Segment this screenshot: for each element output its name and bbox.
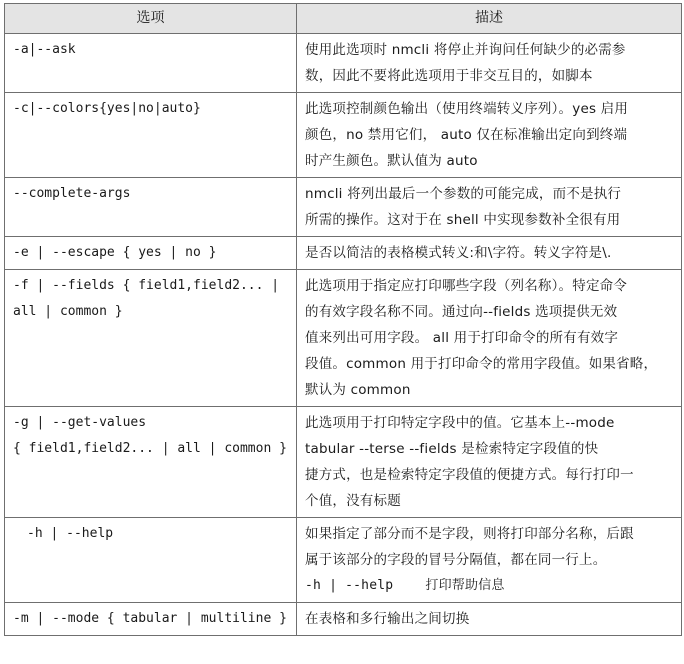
header-description: 描述 bbox=[297, 4, 682, 34]
table-row bbox=[5, 603, 682, 636]
description-line: 段值。common 用于打印命令的常用字段值。如果省略， bbox=[305, 356, 658, 372]
description-line: -h | --help 打印帮助信息 bbox=[305, 578, 505, 593]
table-row bbox=[5, 270, 682, 407]
description-line: 属于该部分的字段的冒号分隔值，都在同一行上。 bbox=[305, 552, 607, 568]
description-line: 如果指定了部分而不是字段，则将打印部分名称，后跟 bbox=[305, 526, 634, 542]
option-cell bbox=[5, 270, 297, 407]
option-text: -c|--colors{yes|no|auto} bbox=[13, 101, 201, 116]
description-line: 是否以简洁的表格模式转义:和\字符。转义字符是\. bbox=[305, 245, 612, 261]
option-cell bbox=[5, 93, 297, 178]
option-text: -h | --help bbox=[27, 526, 114, 541]
option-cell bbox=[5, 518, 297, 603]
option-cell bbox=[5, 34, 297, 93]
table-row bbox=[5, 407, 682, 518]
option-text: -e | --escape { yes | no } bbox=[13, 245, 217, 260]
description-line: 在表格和多行输出之间切换 bbox=[305, 611, 470, 627]
table-row bbox=[5, 34, 682, 93]
description-cell bbox=[297, 270, 682, 407]
description-line: 捷方式，也是检索特定字段值的便捷方式。每行打印一 bbox=[305, 467, 634, 483]
table-row bbox=[5, 518, 682, 603]
description-line: 使用此选项时 nmcli 将停止并询问任何缺少的必需参 bbox=[305, 42, 626, 58]
description-cell bbox=[297, 178, 682, 237]
description-line: 数，因此不要将此选项用于非交互目的，如脚本 bbox=[305, 68, 593, 84]
description-cell bbox=[297, 603, 682, 636]
description-line: 此选项用于打印特定字段中的值。它基本上--mode bbox=[305, 415, 615, 431]
description-line: 所需的操作。这对于在 shell 中实现参数补全很有用 bbox=[305, 212, 621, 228]
option-text: -a|--ask bbox=[13, 42, 76, 57]
option-cell bbox=[5, 237, 297, 270]
description-line: 此选项控制颜色输出（使用终端转义序列）。yes 启用 bbox=[305, 101, 629, 117]
description-line: 颜色，no 禁用它们， auto 仅在标准输出定向到终端 bbox=[305, 127, 628, 143]
table-row bbox=[5, 93, 682, 178]
header-option: 选项 bbox=[5, 4, 297, 34]
description-line: 个值，没有标题 bbox=[305, 493, 401, 509]
description-cell bbox=[297, 518, 682, 603]
option-text: --complete-args bbox=[13, 186, 131, 201]
option-text: -g | --get-values bbox=[13, 415, 147, 430]
table-header-row bbox=[5, 4, 682, 34]
description-cell bbox=[297, 93, 682, 178]
description-line: tabular --terse --fields 是检索特定字段值的快 bbox=[305, 441, 599, 457]
option-cell bbox=[5, 603, 297, 636]
option-cell bbox=[5, 178, 297, 237]
description-line: 默认为 common bbox=[305, 382, 411, 398]
description-line: nmcli 将列出最后一个参数的可能完成，而不是执行 bbox=[305, 186, 622, 202]
description-line: 的有效字段名称不同。通过向--fields 选项提供无效 bbox=[305, 304, 618, 320]
description-line: 此选项用于指定应打印哪些字段（列名称）。特定命令 bbox=[305, 278, 628, 294]
option-text: { field1,field2... | all | common } bbox=[13, 441, 287, 456]
description-cell bbox=[297, 407, 682, 518]
table-row bbox=[5, 178, 682, 237]
option-text: all | common } bbox=[13, 304, 123, 319]
description-cell bbox=[297, 34, 682, 93]
table-row bbox=[5, 237, 682, 270]
option-cell bbox=[5, 407, 297, 518]
description-cell bbox=[297, 237, 682, 270]
option-text: -f | --fields { field1,field2... | bbox=[13, 278, 280, 293]
nmcli-options-table bbox=[4, 3, 682, 636]
option-text: -m | --mode { tabular | multiline } bbox=[13, 611, 287, 626]
description-line: 值来列出可用字段。 all 用于打印命令的所有有效字 bbox=[305, 330, 619, 346]
description-line: 时产生颜色。默认值为 auto bbox=[305, 153, 478, 169]
